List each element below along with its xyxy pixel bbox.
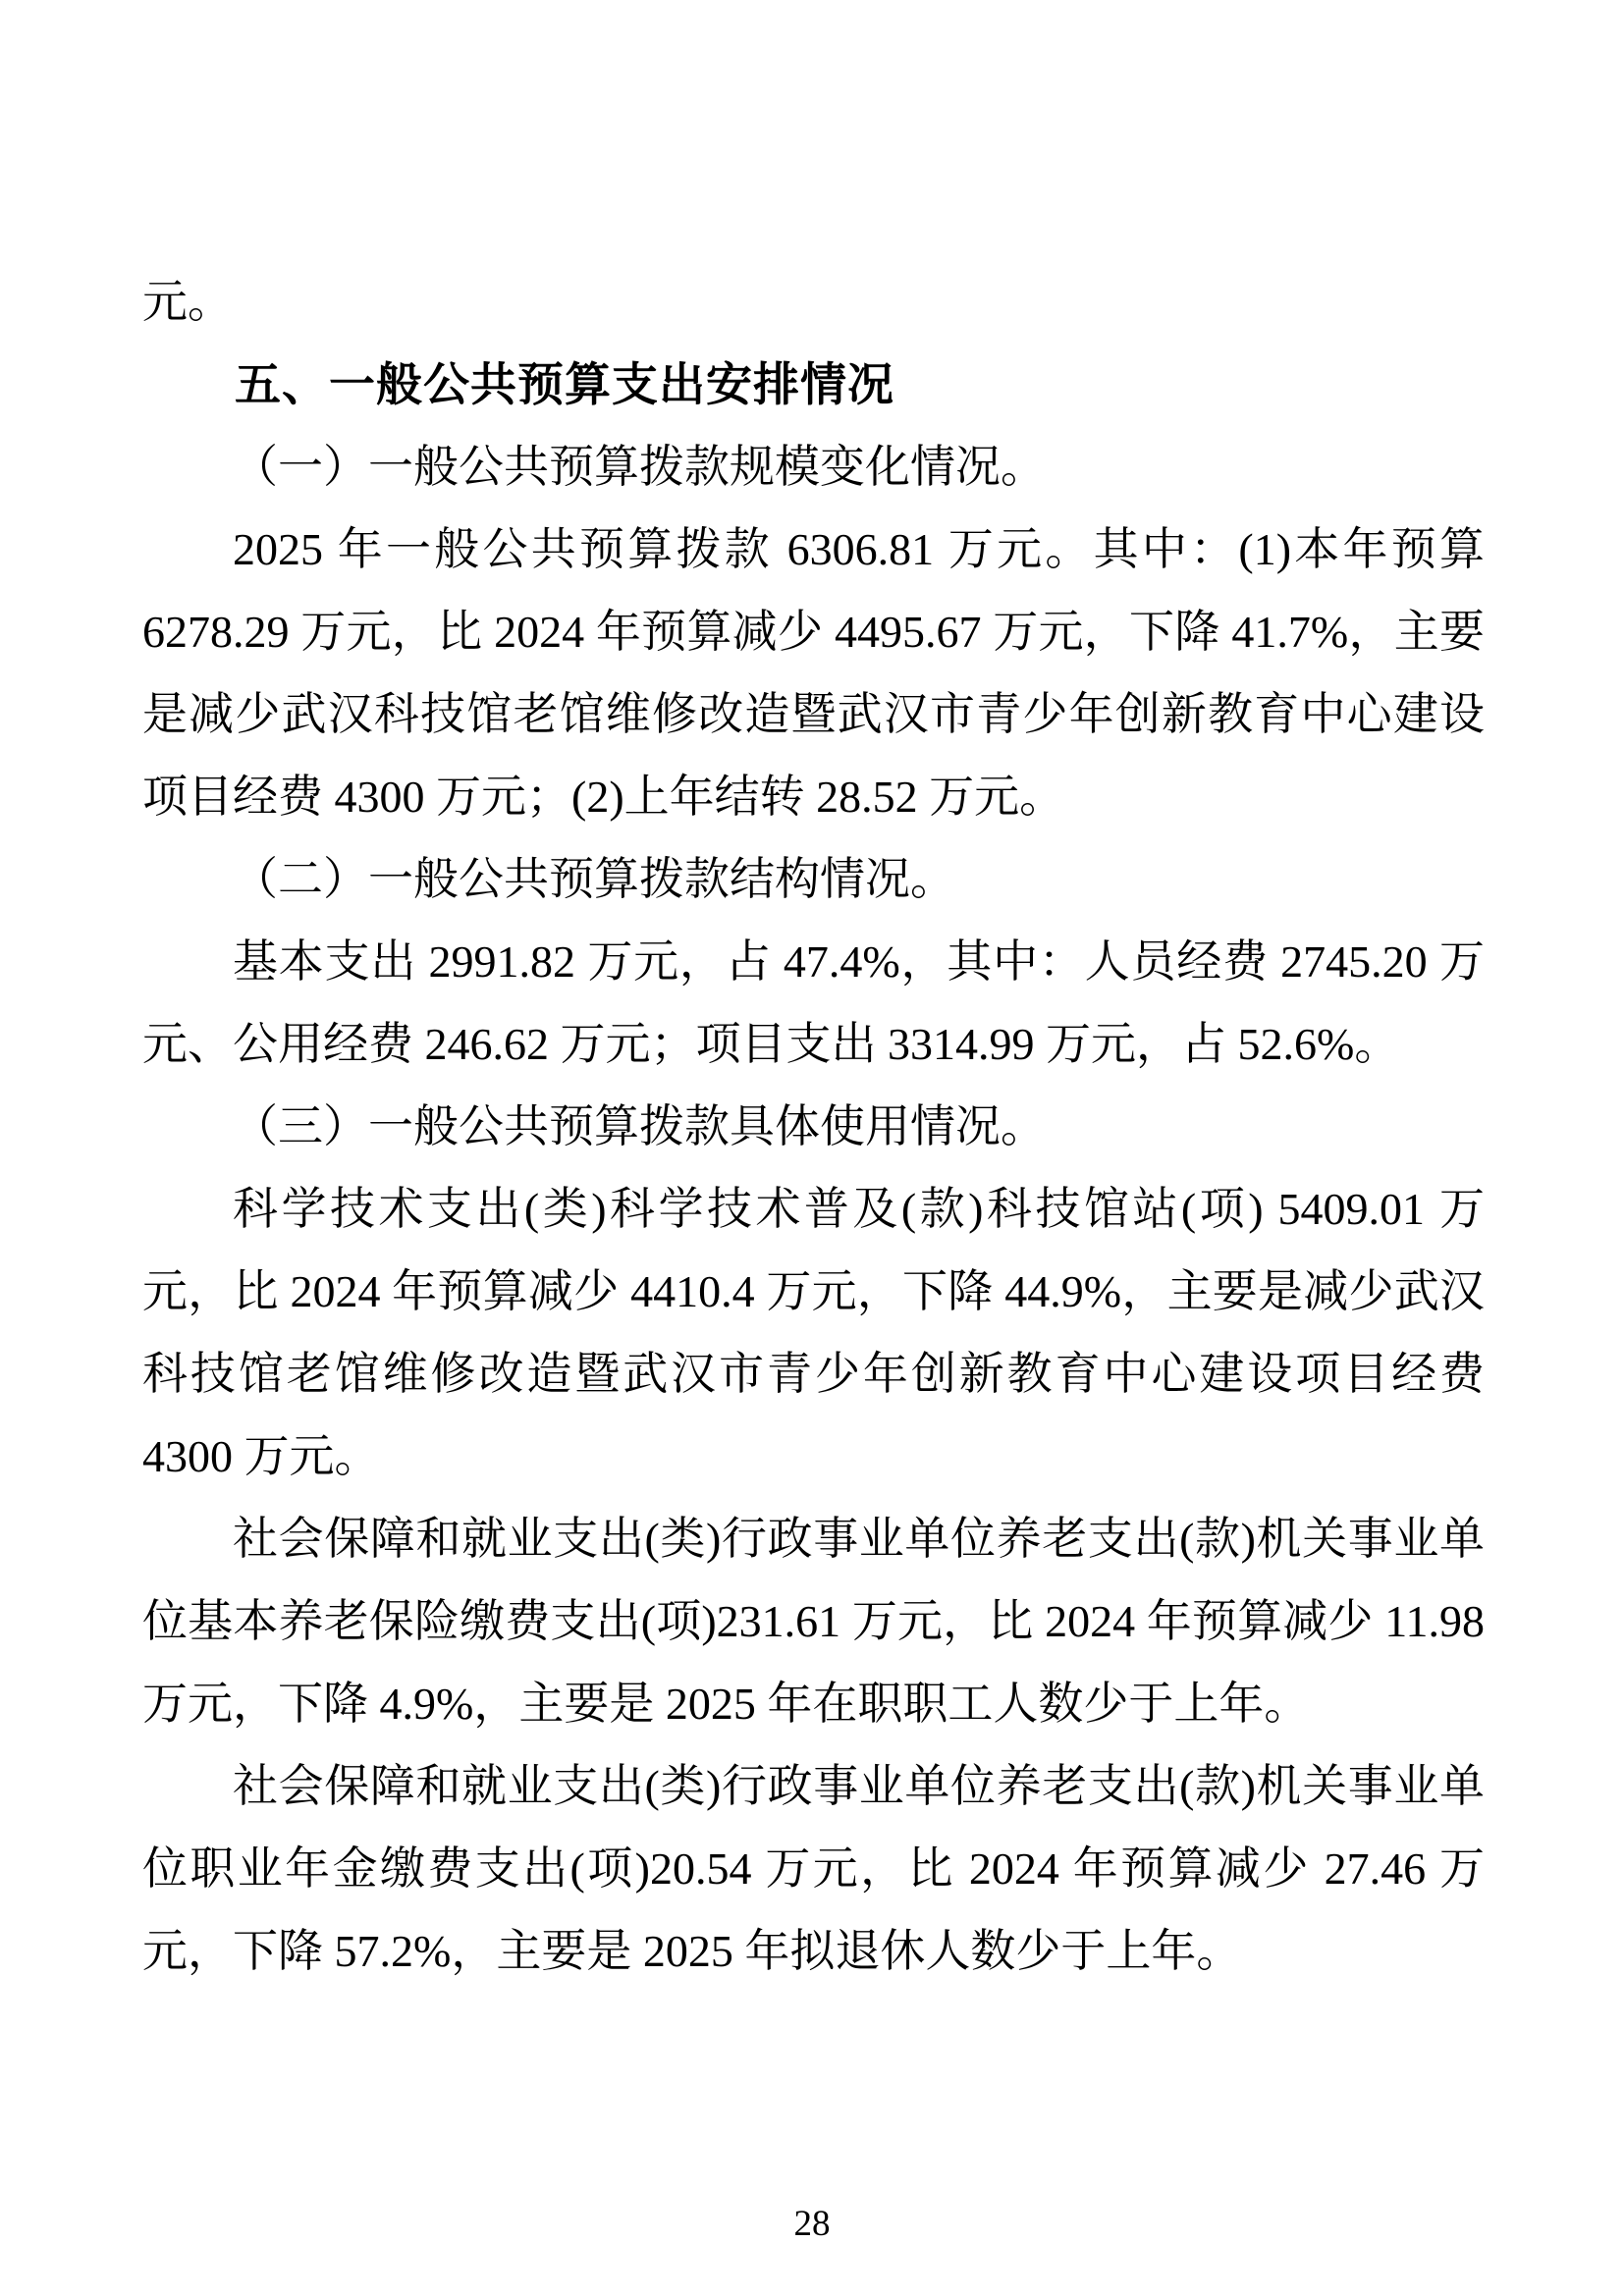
paragraph-funding-scale: 2025 年一般公共预算拨款 6306.81 万元。其中：(1)本年预算 6278.29 万元，比 2024 年预算减少 4495.67 万元，下降 41.7%，主要是减少武汉科技馆老馆维修改造暨武汉市青少年创新教育中心建设项目经费 4300 万元；(2)上年结转 28.52 万元。 [142, 524, 1485, 822]
paragraph-science-tech-spending: 科学技术支出(类)科学技术普及(款)科技馆站(项) 5409.01 万元，比 2024 年预算减少 4410.4 万元，下降 44.9%，主要是减少武汉科技馆老馆维修改造暨武汉市青少年创新教育中心建设项目经费 4300 万元。 [142, 1184, 1485, 1481]
paragraph-occupational-annuity-spending: 社会保障和就业支出(类)行政事业单位养老支出(款)机关事业单位职业年金缴费支出(项)20.54 万元，比 2024 年预算减少 27.46 万元，下降 57.2%，主要是 2025 年拟退休人数少于上年。 [142, 1761, 1485, 1976]
page-number: 28 [793, 2204, 831, 2244]
section-heading: 五、一般公共预算支出安排情况 [235, 358, 894, 410]
paragraph-pension-insurance-spending: 社会保障和就业支出(类)行政事业单位养老支出(款)机关事业单位基本养老保险缴费支出(项)231.61 万元，比 2024 年预算减少 11.98 万元，下降 4.9%，主要是 2025 年在职职工人数少于上年。 [142, 1514, 1485, 1729]
paragraph-funding-structure: 基本支出 2991.82 万元，占 47.4%，其中：人员经费 2745.20 万元、公用经费 246.62 万元；项目支出 3314.99 万元，占 52.6%。 [142, 936, 1485, 1069]
document-body [142, 261, 1485, 1993]
paragraph-continuation: 元。 [142, 277, 233, 327]
subsection-heading-1: （一）一般公共预算拨款规模变化情况。 [233, 442, 1046, 492]
page-footer [0, 2203, 1624, 2245]
subsection-heading-3: （三）一般公共预算拨款具体使用情况。 [233, 1101, 1046, 1151]
subsection-heading-2: （二）一般公共预算拨款结构情况。 [233, 854, 955, 904]
